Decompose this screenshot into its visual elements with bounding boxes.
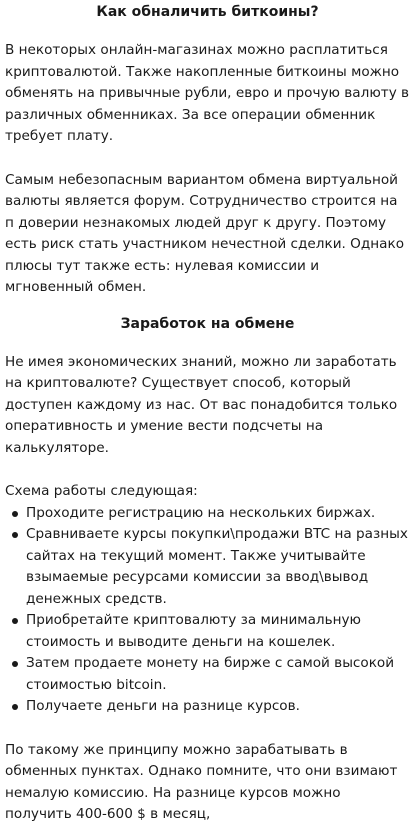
list-item: Проходите регистрацию на нескольких биржах. [5,503,410,525]
paragraph-exchange-points: По такому же принципу можно зарабатывать в обменных пунктах. Однако помните, что они взимают немалую комиссию. На разнице курсов можно получить 400-600 $ в месяц, [5,741,398,822]
list-item: Приобретайте криптовалюту за минимальную стоимость и выводите деньги на кошелек. [5,610,410,653]
section-heading: Заработок на обмене [120,315,295,332]
paragraph-online-shops: В некоторых онлайн-магазинах можно расплатиться криптовалютой. Также накопленные биткоины можно обменять на привычные рубли, евро и прочую валюту в различных обменниках. За все операции обменник требует плату. [5,42,410,144]
scheme-list [5,503,410,718]
list-item: Затем продаете монету на бирже с самой высокой стоимостью bitcoin. [5,653,410,696]
list-item: Сравниваете курсы покупки\продажи BTC на разных сайтах на текущий момент. Также учитывайте взымаемые ресурсами комиссии за ввод\вывод денежных средств. [5,524,410,610]
list-item: Получаете деньги на разнице курсов. [5,696,410,718]
list-intro: Схема работы следующая: [5,483,198,499]
paragraph-forum-exchange: Самым небезопасным вариантом обмена виртуальной валюты является форум. Сотрудничество строится на п доверии незнакомых людей друг к другу. Поэтому есть риск стать участником нечестной сделки. Однако плюсы тут также есть: нулевая комиссии и мгновенный обмен. [5,171,405,295]
paragraph-earning-intro: Не имея экономических знаний, можно ли заработать на криптовалюте? Существует способ, который доступен каждому из нас. От вас понадобится только оперативность и умение вести подсчеты на калькуляторе. [5,353,398,456]
article-title: Как обналичить биткоины? [96,4,319,20]
